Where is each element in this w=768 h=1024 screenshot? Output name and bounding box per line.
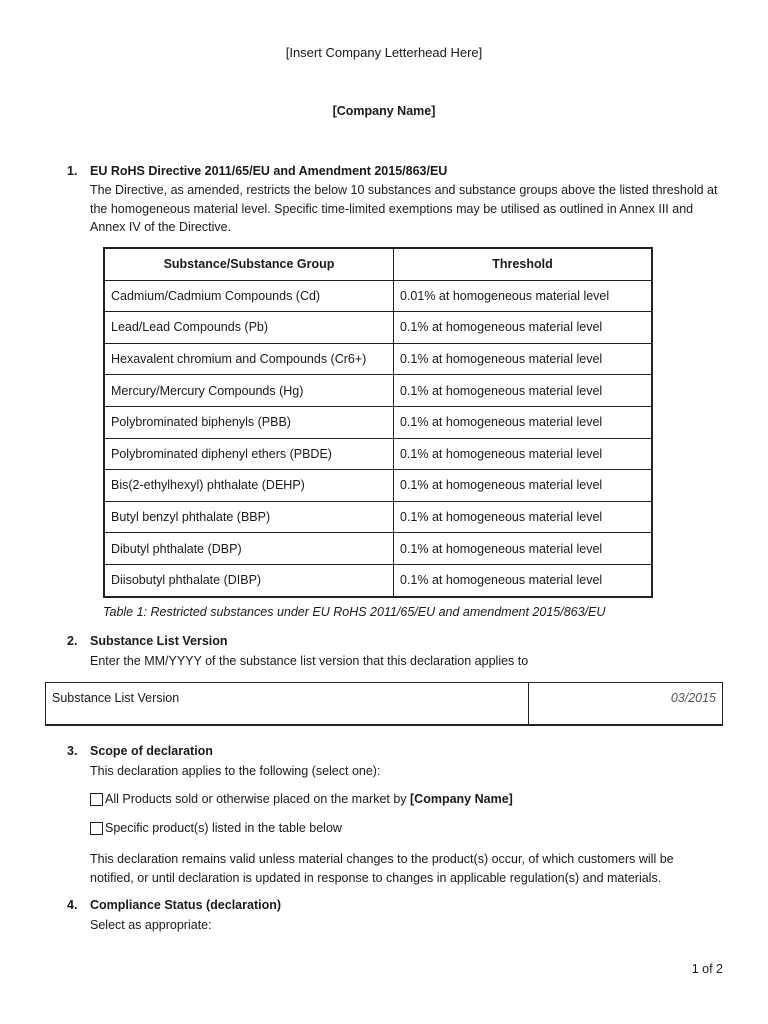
validity-statement — [90, 850, 730, 887]
table-row — [104, 375, 652, 407]
section-1-number: 1. — [67, 164, 78, 178]
section-3-instructions: This declaration applies to the following (select one): — [90, 764, 381, 778]
table-row — [104, 312, 652, 344]
substance-cell: Dibutyl phthalate (DBP) — [104, 533, 394, 565]
option-label: All Products sold or otherwise placed on the market by — [105, 792, 411, 806]
column-header: Threshold — [394, 248, 653, 280]
threshold-cell: 0.1% at homogeneous material level — [394, 406, 653, 438]
scope-option-specific-products[interactable] — [90, 821, 342, 835]
threshold-cell: 0.1% at homogeneous material level — [394, 343, 653, 375]
section-1-title: EU RoHS Directive 2011/65/EU and Amendment 2015/863/EU — [90, 164, 448, 178]
table-row — [104, 406, 652, 438]
section-3-number: 3. — [67, 744, 78, 758]
table-row — [104, 343, 652, 375]
threshold-cell: 0.1% at homogeneous material level — [394, 564, 653, 596]
threshold-cell: 0.1% at homogeneous material level — [394, 533, 653, 565]
table-row — [104, 280, 652, 312]
substance-cell: Cadmium/Cadmium Compounds (Cd) — [104, 280, 394, 312]
section-1-body — [90, 181, 740, 237]
field-divider — [528, 683, 529, 724]
table-row — [104, 501, 652, 533]
section-2-instructions: Enter the MM/YYYY of the substance list version that this declaration applies to — [90, 654, 529, 668]
threshold-cell: 0.01% at homogeneous material level — [394, 280, 653, 312]
letterhead-placeholder: [Insert Company Letterhead Here] — [285, 45, 483, 60]
section-1-line: The Directive, as amended, restricts the below 10 substances and substance groups above the listed threshold at — [90, 183, 718, 197]
substance-cell: Mercury/Mercury Compounds (Hg) — [104, 375, 394, 407]
page-number: 1 of 2 — [691, 962, 723, 976]
validity-line: This declaration remains valid unless material changes to the product(s) occur, of which customers will be — [90, 852, 674, 866]
threshold-cell: 0.1% at homogeneous material level — [394, 438, 653, 470]
section-1-line: Annex IV of the Directive. — [90, 220, 232, 234]
checkbox-icon[interactable] — [90, 793, 103, 806]
substance-cell: Bis(2-ethylhexyl) phthalate (DEHP) — [104, 470, 394, 502]
threshold-cell: 0.1% at homogeneous material level — [394, 312, 653, 344]
substance-cell: Polybrominated biphenyls (PBB) — [104, 406, 394, 438]
table-row — [104, 564, 652, 596]
validity-line: notified, or until declaration is updated in response to changes in applicable regulation(s) and materials. — [90, 870, 662, 885]
checkbox-icon[interactable] — [90, 822, 103, 835]
version-field-label: Substance List Version — [52, 691, 180, 705]
substance-list-version-field[interactable] — [45, 682, 723, 726]
substance-cell: Butyl benzyl phthalate (BBP) — [104, 501, 394, 533]
substance-cell: Diisobutyl phthalate (DIBP) — [104, 564, 394, 596]
section-3-title: Scope of declaration — [90, 744, 213, 758]
section-2-title: Substance List Version — [90, 634, 228, 648]
section-4-instructions: Select as appropriate: — [90, 918, 212, 932]
table-header-row — [104, 248, 652, 280]
column-header: Substance/Substance Group — [104, 248, 394, 280]
threshold-cell: 0.1% at homogeneous material level — [394, 470, 653, 502]
table-row — [104, 470, 652, 502]
table-caption: Table 1: Restricted substances under EU RoHS 2011/65/EU and amendment 2015/863/EU — [103, 605, 606, 619]
section-4-title: Compliance Status (declaration) — [90, 898, 282, 912]
option-company-name: [Company Name] — [410, 792, 513, 806]
substance-cell: Hexavalent chromium and Compounds (Cr6+) — [104, 343, 394, 375]
threshold-cell: 0.1% at homogeneous material level — [394, 375, 653, 407]
restricted-substances-table — [103, 247, 653, 598]
section-4-number: 4. — [67, 898, 78, 912]
substance-cell: Polybrominated diphenyl ethers (PBDE) — [104, 438, 394, 470]
section-1-line: the homogeneous material level. Specific time-limited exemptions may be utilised as outlined in Annex III and — [90, 201, 694, 216]
scope-option-all-products[interactable] — [90, 792, 513, 806]
version-field-value[interactable]: 03/2015 — [670, 691, 716, 705]
table-row — [104, 533, 652, 565]
table-row — [104, 438, 652, 470]
substance-cell: Lead/Lead Compounds (Pb) — [104, 312, 394, 344]
company-name: [Company Name] — [332, 104, 436, 118]
option-label: Specific product(s) listed in the table below — [105, 821, 342, 835]
threshold-cell: 0.1% at homogeneous material level — [394, 501, 653, 533]
section-2-number: 2. — [67, 634, 78, 648]
